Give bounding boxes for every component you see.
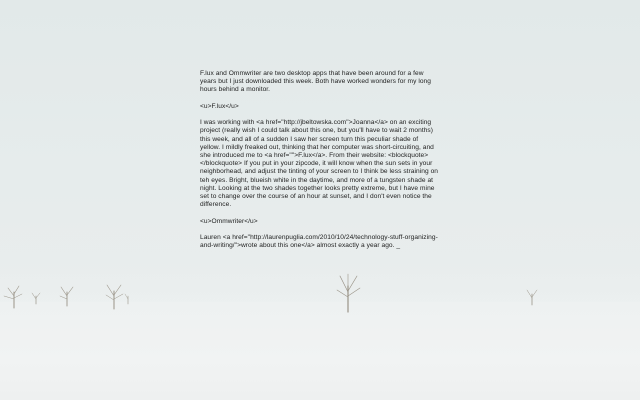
paragraph-flux-body[interactable]: I was working with <a href="http://jbeltowska.com">Joanna</a> on an exciting project (really wish I could talk about this one, but you'll have to wait 2 months) this week, and all of a sudden I saw her screen turn this peculiar shade of yellow. I mildly freaked out, thinking that her computer was short-circuiting, and she introduced me to <a href="">F.lux</a>. From their website: <blockquote></blockquote> If you put in your zipcode, it will know when the sun sets in your neighborhead, and adjust the tinting of your screen to I think be less straining on teh eyes. Bright, blueish white in the daytime, and more of a tungsten shade at night. Looking at the two shades together looks pretty extreme, but I have mine set to change over the course of an hour at sunset, and I don't even notice the difference. <box>200 119 440 209</box>
tree-icon <box>125 294 128 304</box>
tree-icon <box>527 290 537 305</box>
paragraph-flux-heading[interactable]: <u>F.lux</u> <box>200 102 239 110</box>
paragraph-ommwriter-heading[interactable]: <u>Ommwriter</u> <box>200 217 258 225</box>
tree-icon <box>337 274 360 312</box>
tree-icon <box>32 293 40 304</box>
writing-editor[interactable] <box>200 70 440 259</box>
tree-icon <box>60 287 73 306</box>
paragraph-ommwriter-body[interactable]: Lauren <a href="http://laurenpuglia.com/2010/10/24/technology-stuff-organizing-and-writing/">wrote about this one</a> almost exactly a year ago. _ <box>200 234 438 250</box>
tree-icon <box>4 286 22 308</box>
tree-icon <box>106 285 123 309</box>
paragraph-intro[interactable]: F.lux and Ommwriter are two desktop apps that have been around for a few years but I just downloaded this week. Both have worked wonders for my long hours behind a monitor. <box>200 70 433 94</box>
